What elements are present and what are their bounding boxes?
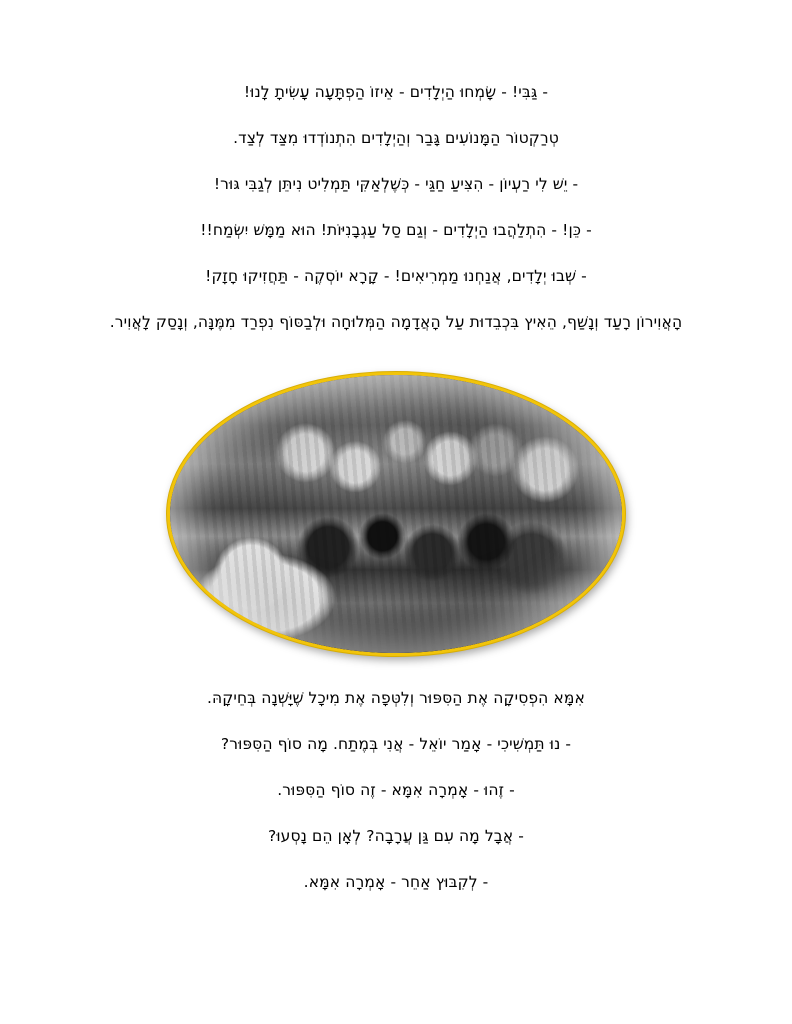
photo-vignette xyxy=(170,375,622,653)
paragraph-2: טְרַקְטוֹר הַמָּנוֹעִים גָּבַר וְהַיְלָדִים הִתְנוֹדְדוּ מִצַּד לְצַד. xyxy=(233,129,559,148)
photo-oval-frame xyxy=(167,372,625,656)
top-text-block xyxy=(62,80,730,358)
paragraph-9: - זֶהוּ - אָמְרָה אִמָּא - זֶה סוֹף הַסִּפּוּר. xyxy=(277,781,515,800)
paragraph-1: - גַּבִּי! - שָׂמְחוּ הַיְלָדִים - אֵיזוֹ הַפְתָּעָה עָשִׂיתָ לָנוּ! xyxy=(243,83,549,101)
paragraph-5: - שְׁבוּ יְלָדִים, אֲנַחְנוּ מַמְרִיאִים! - קָרָא יוֹסְקֶה - תַּחֲזִיקוּ חָזָק! xyxy=(205,267,587,286)
paragraph-8: - נוּ תַּמְשִׁיכִי - אָמַר יוֹאֵל - אֲנִי בְּמֶתַח. מָה סוֹף הַסִּפּוּר? xyxy=(220,735,572,754)
paragraph-7: אִמָּא הִפְסִיקָה אֶת הַסִּפּוּר וְלִטְּפָה אֶת מִיכָל שֶׁיָּשְׁנָה בְּחֵיקָהּ. xyxy=(207,689,585,708)
paragraph-4: - כֵּן! - הִתְלַהֲבוּ הַיְלָדִים - וְגַם סַל עַגְבָנִיּוֹת! הוּא מַמָּשׁ יִשְׂמַח!! xyxy=(200,221,592,240)
paragraph-6: הָאֲוִירוֹן רָעַד וְנָשַׁף, הֵאִיץ בִּכְבֵדוּת עַל הָאֲדָמָה הַמְּלוּחָה וּלְבַסּוֹף נִפְרַד מִמֶּנָּה, וְנָסַק לָאֲוִיר. xyxy=(109,313,683,332)
paragraph-3: - יֵשׁ לִי רַעְיוֹן - הִצִּיעַ חַגַּי - כְּשֶׁלְאַקִּי תַּמְלִיט נִיתֵּן לְגַבִּי גּוּר! xyxy=(213,175,579,194)
figure-container xyxy=(62,372,730,656)
paragraph-10: - אֲבָל מָה עִם גַּן עֲרָבָה? לְאָן הֵם נָסְעוּ? xyxy=(268,827,524,846)
bottom-text-block xyxy=(62,686,730,916)
paragraph-11: - לְקִבּוּץ אַחֵר - אָמְרָה אִמָּא. xyxy=(303,873,489,892)
